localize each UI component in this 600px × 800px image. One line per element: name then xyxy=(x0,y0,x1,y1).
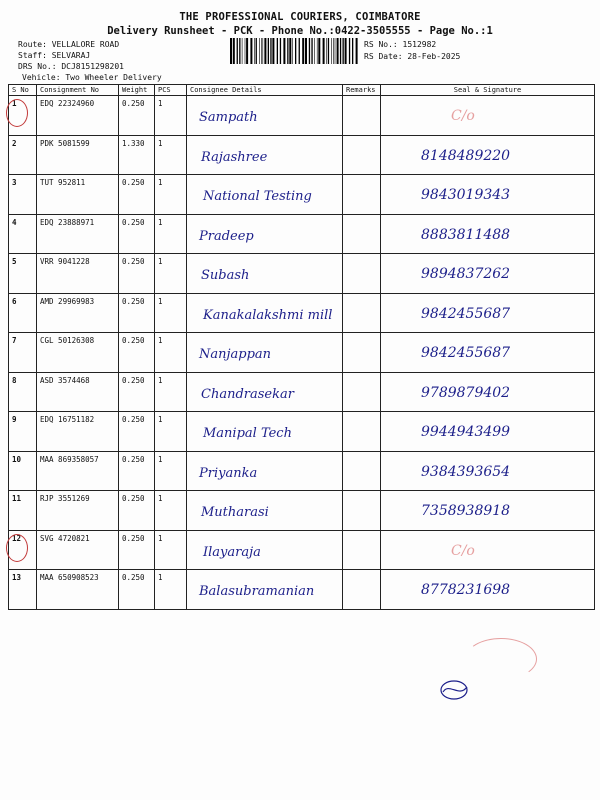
consignment-cell xyxy=(37,254,119,294)
table-row xyxy=(9,570,595,610)
weight-text: 0.250 xyxy=(122,257,145,266)
weight-text: 0.250 xyxy=(122,217,145,227)
weight-cell xyxy=(119,135,155,175)
weight-cell xyxy=(119,175,155,215)
barcode-bar xyxy=(349,38,350,64)
drs-number: DRS No.: DCJ8151298201 xyxy=(18,62,124,71)
barcode-bar xyxy=(305,38,307,64)
remarks-cell xyxy=(343,570,381,610)
consignment-text: MAA 869358057 xyxy=(40,454,99,464)
pcs-text: 1 xyxy=(158,138,163,148)
weight-text: 0.250 xyxy=(122,415,145,424)
weight-text: 0.250 xyxy=(122,336,145,345)
barcode-bar xyxy=(345,38,347,64)
barcode-bar xyxy=(239,38,240,64)
consignee-cell xyxy=(187,96,343,136)
consignee-handwriting: Manipal Tech xyxy=(203,426,292,441)
sno-cell xyxy=(9,372,37,412)
weight-cell xyxy=(119,530,155,570)
pcs-cell xyxy=(155,491,187,531)
consignee-handwriting: Subash xyxy=(201,268,250,283)
weight-cell xyxy=(119,96,155,136)
pcs-text: 1 xyxy=(158,257,163,266)
consignment-cell xyxy=(37,293,119,333)
weight-cell xyxy=(119,372,155,412)
barcode-bar xyxy=(250,38,252,64)
pcs-text: 1 xyxy=(158,454,163,464)
signature-handwriting: 9894837262 xyxy=(421,266,511,282)
runsheet-subtitle: Delivery Runsheet - PCK - Phone No.:0422-3505555 - Page No.:1 xyxy=(107,25,493,37)
seal-signature-cell xyxy=(381,451,595,491)
sno-text: 4 xyxy=(12,217,17,227)
weight-text: 0.250 xyxy=(122,99,145,108)
barcode-bar xyxy=(299,38,300,64)
pcs-cell xyxy=(155,412,187,452)
consignee-cell xyxy=(187,214,343,254)
barcode-bar xyxy=(337,38,339,64)
consignment-text: RJP 3551269 xyxy=(40,494,90,503)
pen-mark xyxy=(465,638,537,680)
consignee-handwriting: Balasubramanian xyxy=(199,584,315,599)
sno-cell xyxy=(9,333,37,373)
consignee-handwriting: Mutharasi xyxy=(201,505,269,520)
seal-signature-cell xyxy=(381,333,595,373)
consignee-cell xyxy=(187,135,343,175)
table-row xyxy=(9,530,595,570)
table-row xyxy=(9,333,595,373)
pcs-cell xyxy=(155,333,187,373)
barcode-bar xyxy=(317,38,318,64)
consignment-cell xyxy=(37,214,119,254)
remarks-cell xyxy=(343,451,381,491)
red-circle-mark xyxy=(6,534,28,562)
remarks-cell xyxy=(343,135,381,175)
remarks-cell xyxy=(343,293,381,333)
barcode-image xyxy=(230,38,358,64)
barcode-bar xyxy=(340,38,341,64)
signature-scribble xyxy=(437,678,473,702)
barcode-bar xyxy=(289,38,291,64)
sno-text: 10 xyxy=(12,454,22,464)
barcode-bar xyxy=(302,38,304,64)
seal-signature-cell xyxy=(381,135,595,175)
rs-date: RS Date: 28-Feb-2025 xyxy=(364,52,461,61)
barcode-bar xyxy=(264,38,266,64)
table-row xyxy=(9,451,595,491)
pcs-cell xyxy=(155,530,187,570)
weight-text: 1.330 xyxy=(122,138,145,148)
weight-cell xyxy=(119,412,155,452)
pcs-text: 1 xyxy=(158,573,163,582)
barcode-bar xyxy=(292,38,293,64)
signature-handwriting: 9384393654 xyxy=(421,463,511,480)
table-row xyxy=(9,412,595,452)
table-row xyxy=(9,293,595,333)
consignee-handwriting: Pradeep xyxy=(199,228,254,244)
col-consignment: Consignment No xyxy=(37,85,119,96)
consignment-cell xyxy=(37,175,119,215)
weight-text: 0.250 xyxy=(122,573,145,582)
signature-handwriting: 9789879402 xyxy=(421,384,511,401)
barcode-bar xyxy=(356,38,358,64)
barcode-bar xyxy=(268,38,269,64)
weight-cell xyxy=(119,254,155,294)
remarks-cell xyxy=(343,333,381,373)
consignee-handwriting: Kanakalakshmi mill xyxy=(203,307,333,323)
weight-text: 0.250 xyxy=(122,454,145,464)
barcode-bar xyxy=(314,38,315,64)
remarks-cell xyxy=(343,96,381,136)
weight-cell xyxy=(119,570,155,610)
barcode-bar xyxy=(343,38,344,64)
route-label: Route: VELLALORE ROAD xyxy=(18,40,120,49)
barcode-bar xyxy=(280,38,281,64)
pcs-text: 1 xyxy=(158,415,163,424)
barcode-bar xyxy=(311,38,312,64)
col-pcs: PCS xyxy=(155,85,187,96)
seal-signature-cell xyxy=(381,570,595,610)
consignment-text: ASD 3574468 xyxy=(40,375,90,385)
barcode-bar xyxy=(256,38,257,64)
pcs-cell xyxy=(155,254,187,294)
sno-text: 3 xyxy=(12,178,17,187)
barcode-bar xyxy=(277,38,278,64)
company-title: THE PROFESSIONAL COURIERS, COIMBATORE xyxy=(179,11,421,23)
barcode-bar xyxy=(352,38,353,64)
consignment-cell xyxy=(37,570,119,610)
consignee-handwriting: National Testing xyxy=(203,189,312,204)
consignment-text: VRR 9041228 xyxy=(40,257,90,266)
barcode-bar xyxy=(318,38,320,64)
sno-cell xyxy=(9,491,37,531)
consignment-text: EDQ 22324960 xyxy=(40,99,95,108)
pcs-cell xyxy=(155,214,187,254)
pcs-cell xyxy=(155,175,187,215)
consignment-text: AMD 29969983 xyxy=(40,296,95,306)
weight-text: 0.250 xyxy=(122,533,145,543)
seal-signature-cell xyxy=(381,293,595,333)
consignee-handwriting: Rajashree xyxy=(201,149,268,165)
consignment-text: MAA 650908523 xyxy=(40,573,99,582)
consignee-cell xyxy=(187,293,343,333)
signature-handwriting: 8148489220 xyxy=(421,147,511,164)
pcs-text: 1 xyxy=(158,296,163,306)
table-row xyxy=(9,175,595,215)
consignee-handwriting: Chandrasekar xyxy=(201,386,294,402)
barcode-bar xyxy=(295,38,296,64)
consignment-text: SVG 4720821 xyxy=(40,533,90,543)
consignee-cell xyxy=(187,412,343,452)
signature-handwriting: 8778231698 xyxy=(421,582,511,598)
table-row xyxy=(9,135,595,175)
consignment-cell xyxy=(37,412,119,452)
rs-number: RS No.: 1512982 xyxy=(364,40,437,49)
consignment-text: CGL 50126308 xyxy=(40,336,95,345)
sno-text: 11 xyxy=(12,494,22,503)
runsheet-table xyxy=(8,84,595,610)
weight-cell xyxy=(119,333,155,373)
pcs-text: 1 xyxy=(158,533,163,543)
consignment-cell xyxy=(37,530,119,570)
consignment-text: PDK 5081599 xyxy=(40,138,90,148)
seal-signature-cell xyxy=(381,412,595,452)
barcode-bar xyxy=(270,38,271,64)
pcs-text: 1 xyxy=(158,494,163,503)
signature-handwriting: 9944943499 xyxy=(421,424,511,440)
table-header-row xyxy=(9,85,595,96)
sno-cell xyxy=(9,293,37,333)
weight-text: 0.250 xyxy=(122,494,145,503)
remarks-cell xyxy=(343,530,381,570)
weight-cell xyxy=(119,491,155,531)
sno-text: 9 xyxy=(12,415,17,424)
consignee-handwriting: Priyanka xyxy=(199,465,258,481)
signature-handwriting: C/o xyxy=(451,108,475,124)
consignee-cell xyxy=(187,491,343,531)
weight-text: 0.250 xyxy=(122,178,145,187)
barcode-bar xyxy=(331,38,332,64)
sno-text: 12 xyxy=(12,533,22,543)
red-circle-mark xyxy=(6,99,28,127)
barcode-bar xyxy=(309,38,310,64)
sno-text: 1 xyxy=(12,99,17,108)
remarks-cell xyxy=(343,491,381,531)
pcs-text: 1 xyxy=(158,217,163,227)
consignee-cell xyxy=(187,530,343,570)
weight-text: 0.250 xyxy=(122,375,145,385)
pcs-text: 1 xyxy=(158,99,163,108)
barcode-bar xyxy=(242,38,243,64)
weight-cell xyxy=(119,293,155,333)
pcs-cell xyxy=(155,135,187,175)
consignee-cell xyxy=(187,333,343,373)
signature-handwriting: 7358938918 xyxy=(421,503,511,519)
seal-signature-cell xyxy=(381,214,595,254)
barcode-bar xyxy=(323,38,325,64)
remarks-cell xyxy=(343,214,381,254)
consignment-cell xyxy=(37,491,119,531)
table-row xyxy=(9,254,595,294)
pcs-cell xyxy=(155,570,187,610)
table-row xyxy=(9,214,595,254)
consignment-text: EDQ 23888971 xyxy=(40,217,95,227)
sno-cell xyxy=(9,570,37,610)
barcode-bar xyxy=(254,38,255,64)
barcode-bar xyxy=(335,38,336,64)
signature-handwriting: C/o xyxy=(451,542,475,559)
table-row xyxy=(9,96,595,136)
consignee-cell xyxy=(187,372,343,412)
consignment-cell xyxy=(37,96,119,136)
col-consignee: Consignee Details xyxy=(187,85,343,96)
consignee-cell xyxy=(187,175,343,215)
pcs-cell xyxy=(155,372,187,412)
sno-cell xyxy=(9,175,37,215)
sno-cell xyxy=(9,254,37,294)
sno-text: 7 xyxy=(12,336,17,345)
barcode-bar xyxy=(263,38,264,64)
consignment-text: TUT 952811 xyxy=(40,178,86,187)
col-seal-signature: Seal & Signature xyxy=(381,85,595,96)
consignee-cell xyxy=(187,254,343,294)
remarks-cell xyxy=(343,372,381,412)
consignee-handwriting: Sampath xyxy=(199,110,258,125)
weight-cell xyxy=(119,451,155,491)
barcode-bar xyxy=(333,38,334,64)
table-row xyxy=(9,372,595,412)
sno-cell xyxy=(9,214,37,254)
pcs-text: 1 xyxy=(158,178,163,187)
sno-text: 8 xyxy=(12,375,17,385)
barcode-bar xyxy=(246,38,248,64)
seal-signature-cell xyxy=(381,175,595,215)
sno-cell xyxy=(9,412,37,452)
consignee-handwriting: Ilayaraja xyxy=(203,544,261,560)
pcs-text: 1 xyxy=(158,336,163,345)
barcode-bar xyxy=(237,38,238,64)
signature-handwriting: 9843019343 xyxy=(421,187,511,203)
signature-handwriting: 8883811488 xyxy=(421,226,511,243)
seal-signature-cell xyxy=(381,530,595,570)
sno-cell xyxy=(9,451,37,491)
col-sno: S No xyxy=(9,85,37,96)
pcs-cell xyxy=(155,293,187,333)
barcode-bar xyxy=(259,38,260,64)
consignment-cell xyxy=(37,451,119,491)
signature-handwriting: 9842455687 xyxy=(421,305,511,322)
remarks-cell xyxy=(343,412,381,452)
barcode-bar xyxy=(283,38,285,64)
pcs-cell xyxy=(155,96,187,136)
seal-signature-cell xyxy=(381,372,595,412)
remarks-cell xyxy=(343,254,381,294)
consignment-cell xyxy=(37,372,119,412)
staff-label: Staff: SELVARAJ xyxy=(18,51,91,60)
table-row xyxy=(9,491,595,531)
col-remarks: Remarks xyxy=(343,85,381,96)
col-weight: Weight xyxy=(119,85,155,96)
barcode-bar xyxy=(287,38,288,64)
seal-signature-cell xyxy=(381,254,595,294)
barcode-bar xyxy=(326,38,327,64)
remarks-cell xyxy=(343,175,381,215)
consignment-cell xyxy=(37,333,119,373)
sno-cell xyxy=(9,135,37,175)
seal-signature-cell xyxy=(381,491,595,531)
consignee-handwriting: Nanjappan xyxy=(199,347,272,362)
sno-text: 6 xyxy=(12,296,17,306)
consignment-text: EDQ 16751182 xyxy=(40,415,95,424)
pcs-cell xyxy=(155,451,187,491)
consignee-cell xyxy=(187,451,343,491)
barcode-bar xyxy=(272,38,274,64)
pcs-text: 1 xyxy=(158,375,163,385)
seal-signature-cell xyxy=(381,96,595,136)
barcode-bar xyxy=(328,38,329,64)
consignee-cell xyxy=(187,570,343,610)
vehicle-label: Vehicle: Two Wheeler Delivery xyxy=(22,73,162,82)
weight-cell xyxy=(119,214,155,254)
barcode-bar xyxy=(261,38,262,64)
barcode-bar xyxy=(230,38,232,64)
sno-text: 2 xyxy=(12,138,17,148)
sno-text: 5 xyxy=(12,257,17,266)
weight-text: 0.250 xyxy=(122,296,145,306)
barcode-bar xyxy=(245,38,246,64)
consignment-cell xyxy=(37,135,119,175)
sno-text: 13 xyxy=(12,573,22,582)
signature-handwriting: 9842455687 xyxy=(421,345,511,361)
barcode-bar xyxy=(233,38,235,64)
